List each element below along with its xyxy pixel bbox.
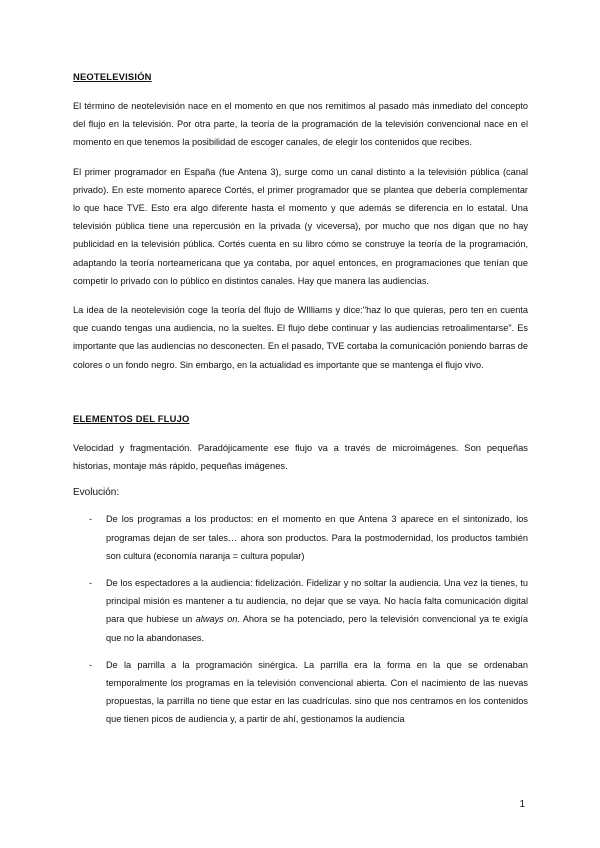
evolution-list <box>73 510 528 728</box>
list-item-text: De los espectadores a la audiencia: fidelización. Fidelizar y no soltar la audiencia. Una vez la tienes, tu principal misión es mantener a tu audiencia, no dejar que se vaya. No hacía falta comunicación digital para que hubiese un <box>106 578 528 625</box>
evolution-label: Evolución: <box>73 487 120 499</box>
list-item-text: . Ahora se ha potenciado, pero la televisión convencional ya te exigía que no la abandonases. <box>106 614 528 643</box>
list-dash: - <box>89 578 93 589</box>
list-item <box>73 574 528 647</box>
list-item <box>73 656 528 729</box>
list-dash: - <box>89 659 93 670</box>
page-content <box>73 70 528 738</box>
page-number: 1 <box>519 799 525 810</box>
list-dash: - <box>89 514 93 525</box>
paragraph: La idea de la neotelevisión coge la teoría del flujo de WIlliams y dice:"haz lo que quieras, pero ten en cuenta que cuando tengas una audiencia, no la sueltes. El flujo debe continuar y las audiencias retroalimentarse". Es importante que las audiencias no desconecten. En el pasado, TVE cortaba la comunicación poniendo barras de colores o un fondo negro. Sin embargo, en la actualidad es importante que se mantenga el flujo vivo. <box>73 305 528 370</box>
list-item <box>73 510 528 565</box>
paragraph: El primer programador en España (fue Antena 3), surge como un canal distinto a la televisión pública (canal privado). En este momento aparece Cortés, el primer programador que se plantea que debería complementar lo que hace TVE. Esto era algo diferente hasta el momento y que además se diferencia en lo estatal. Una televisión pública tiene una repercusión en la privada (y viceversa), por mucho que nos digan que no hay publicidad en la televisión pública. Cortés cuenta en su libro cómo se construye la teoría de la programación, adaptando la teoría norteamericana que ya contaba, por aquel entonces, en programaciones que tenían que competir lo privado con lo público en distintos canales. Hay que manera las audiencias. <box>73 166 528 286</box>
section-title-neotelevision: NEOTELEVISIÓN <box>73 71 152 82</box>
paragraph: Velocidad y fragmentación. Paradójicamente ese flujo va a través de microimágenes. Son pequeñas historias, montaje más rápido, pequeñas imágenes. <box>73 441 528 472</box>
list-item-emphasis: always on <box>195 614 238 625</box>
list-item-text: De la parrilla a la programación sinérgica. La parrilla era la forma en la que se ordenaban temporalmente los programas en la televisión convencional abierta. Con el nacimiento de las nuevas propuestas, la parrilla no tiene que estar en las cuadrículas. sino que nos centramos en los contenidos que tienen picos de audiencia y, a partir de ahí, gestionamos la audiencia <box>106 659 528 725</box>
list-item-text: De los programas a los productos: en el momento en que Antena 3 aparece en el sintonizado, los programas dejan de ser tales… ahora son productos. Para la postmodernidad, los productos también son cultura (economía naranja = cultura popular) <box>106 514 528 561</box>
paragraph: El término de neotelevisión nace en el momento en que nos remitimos al pasado más inmediato del concepto del flujo en la televisión. Por otra parte, la teoría de la programación de la televisión convencional nace en el momento en que tenemos la posibilidad de escoger canales, de elegir los contenidos que recibes. <box>73 101 528 148</box>
section-title-elementos-del-flujo: ELEMENTOS DEL FLUJO <box>73 412 190 424</box>
